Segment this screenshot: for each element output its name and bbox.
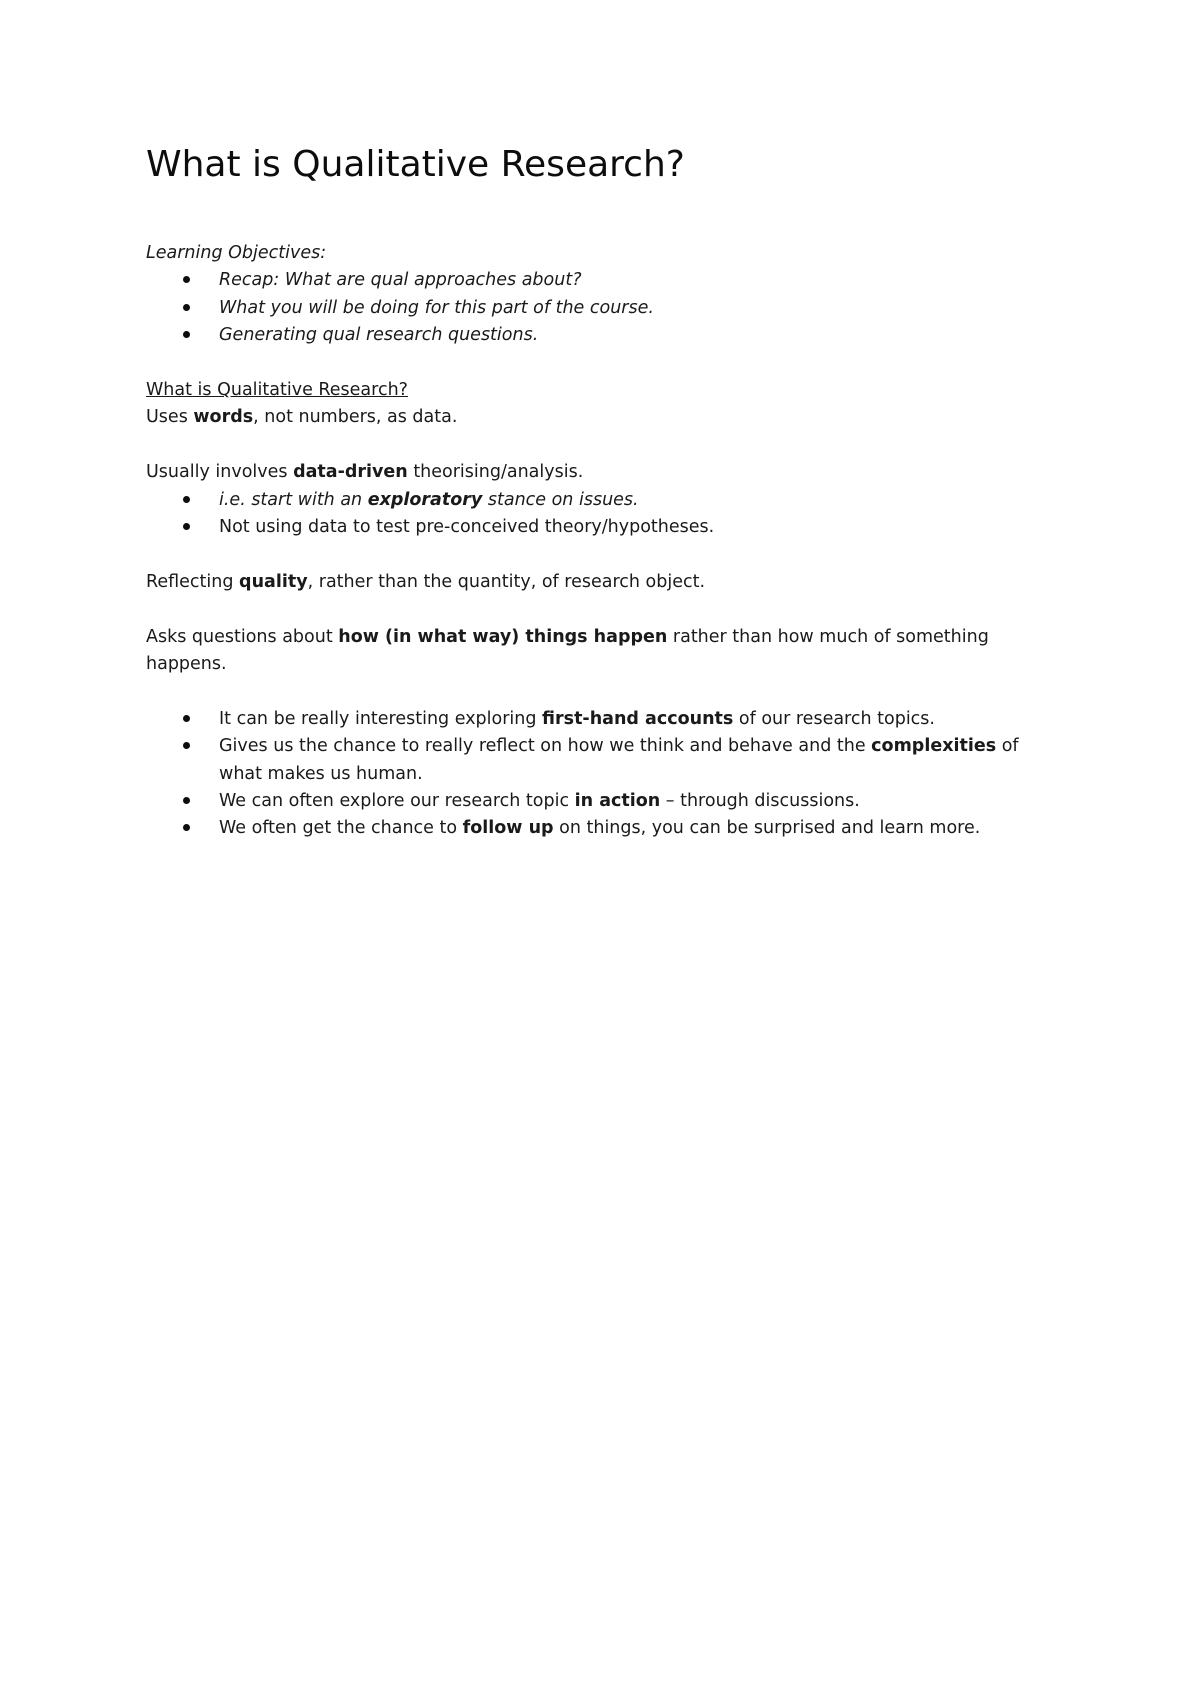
- bullet-icon: [183, 742, 190, 749]
- spacer: [146, 678, 1046, 705]
- list-item: Recap: What are qual approaches about?: [146, 267, 1046, 294]
- bullet-icon: [183, 523, 190, 530]
- bullet-icon: [183, 715, 190, 722]
- bullet-icon: [183, 824, 190, 831]
- objectives-list: [146, 267, 1046, 349]
- uses-paragraph: Uses words, not numbers, as data.: [146, 407, 458, 428]
- objectives-heading: Learning Objectives:: [146, 243, 327, 263]
- asks-paragraph: Asks questions about how (in what way) things happen rather than how much of something: [146, 626, 989, 647]
- document-body: [146, 240, 1046, 843]
- list-item: It can be really interesting exploring first-hand accounts of our research topics.: [146, 706, 1046, 733]
- bullet-icon: [183, 496, 190, 503]
- involves-paragraph: Usually involves data-driven theorising/analysis.: [146, 462, 584, 483]
- spacer: [146, 596, 1046, 623]
- list-item: Not using data to test pre-conceived theory/hypotheses.: [146, 514, 1046, 541]
- asks-paragraph-continued: happens.: [146, 654, 227, 675]
- section-heading: What is Qualitative Research?: [146, 380, 408, 401]
- page-title: What is Qualitative Research?: [146, 144, 685, 185]
- bullet-icon: [183, 304, 190, 311]
- list-item: Gives us the chance to really reflect on how we think and behave and the complexities of what makes us human.: [146, 733, 1046, 788]
- list-item: What you will be doing for this part of the course.: [146, 295, 1046, 322]
- involves-list: [146, 487, 1046, 542]
- list-item: Generating qual research questions.: [146, 322, 1046, 349]
- list-item: We often get the chance to follow up on things, you can be surprised and learn more.: [146, 815, 1046, 842]
- reflecting-paragraph: Reflecting quality, rather than the quantity, of research object.: [146, 571, 706, 592]
- bullet-icon: [183, 331, 190, 338]
- spacer: [146, 350, 1046, 377]
- benefits-list: [146, 706, 1046, 843]
- list-item: i.e. start with an exploratory stance on issues.: [146, 487, 1046, 514]
- list-item: We can often explore our research topic in action – through discussions.: [146, 788, 1046, 815]
- spacer: [146, 541, 1046, 568]
- bullet-icon: [183, 797, 190, 804]
- spacer: [146, 432, 1046, 459]
- bullet-icon: [183, 276, 190, 283]
